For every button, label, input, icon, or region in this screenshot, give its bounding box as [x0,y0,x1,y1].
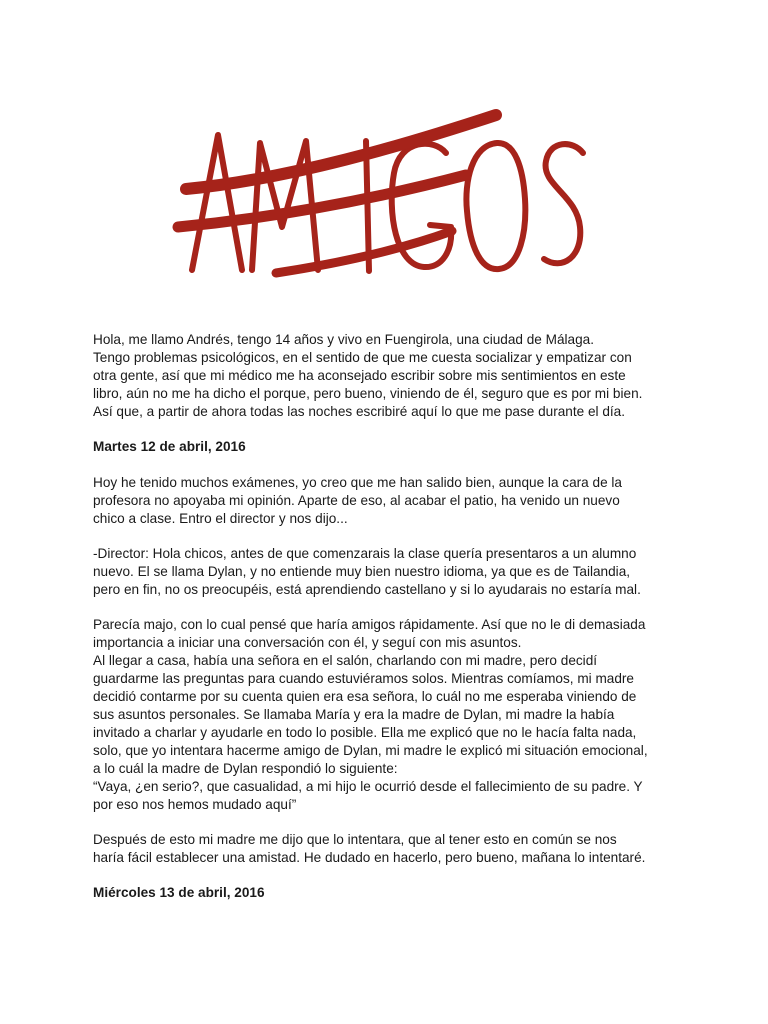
text-line: otra gente, así que mi médico me ha aconsejado escribir sobre mis sentimientos en este [93,368,626,383]
text-line: Así que, a partir de ahora todas las noches escribiré aquí lo que me pase durante el día. [93,404,625,419]
text-line: sus asuntos personales. Se llamaba María y era la madre de Dylan, mi madre la había [93,707,615,722]
text-line: Después de esto mi madre me dijo que lo intentara, que al tener esto en común se nos [93,832,617,847]
entry-paragraph [93,831,683,867]
text-line: profesora no apoyaba mi opinión. Aparte de eso, al acabar el patio, ha venido un nuevo [93,493,620,508]
text-line: solo, que yo intentara hacerme amigo de Dylan, mi madre le explicó mi situación emocional, [93,743,648,758]
text-line: Hola, me llamo Andrés, tengo 14 años y vivo en Fuengirola, una ciudad de Málaga. [93,332,595,347]
intro-paragraph [93,331,683,421]
text-line: libro, aún no me ha dicho el porque, pero bueno, viniendo de él, seguro que es por mi bien. [93,386,643,401]
text-line: Al llegar a casa, había una señora en el salón, charlando con mi madre, pero decidí [93,653,598,668]
entry-paragraph [93,474,683,528]
text-line: nuevo. El se llama Dylan, y no entiende muy bien nuestro idioma, ya que es de Tailandia, [93,564,631,579]
text-line: Tengo problemas psicológicos, en el sentido de que me cuesta socializar y empatizar con [93,350,632,365]
text-line: haría fácil establecer una amistad. He dudado en hacerlo, pero bueno, mañana lo intentaré. [93,850,646,865]
amigos-logo [170,95,600,290]
amigos-logo-art [170,95,600,290]
document-body [93,331,683,920]
text-line: pero en fin, no os preocupéis, está aprendiendo castellano y si lo ayudarais no estaría mal. [93,582,641,597]
text-line: por eso nos hemos mudado aquí” [93,797,297,812]
text-line: a lo cuál la madre de Dylan respondió lo siguiente: [93,761,398,776]
entry-date-heading: Miércoles 13 de abril, 2016 [93,885,265,900]
text-line: Parecía majo, con lo cual pensé que haría amigos rápidamente. Así que no le di demasiada [93,617,646,632]
entry-paragraph [93,616,683,814]
text-line: chico a clase. Entro el director y nos dijo... [93,511,348,526]
text-line: importancia a iniciar una conversación con él, y seguí con mis asuntos. [93,635,522,650]
entry-paragraph [93,545,683,599]
entry-date-heading: Martes 12 de abril, 2016 [93,439,246,454]
text-line: Hoy he tenido muchos exámenes, yo creo que me han salido bien, aunque la cara de la [93,475,622,490]
text-line: decidió contarme por su cuenta quien era esa señora, lo cuál no me esperaba viniendo de [93,689,637,704]
text-line: -Director: Hola chicos, antes de que comenzarais la clase quería presentaros a un alumno [93,546,637,561]
text-line: guardarme las preguntas para cuando estuviéramos solos. Mientras comíamos, mi madre [93,671,634,686]
text-line: invitado a charlar y ayudarle en todo lo posible. Ella me explicó que no le hacía falta nada, [93,725,637,740]
text-line: “Vaya, ¿en serio?, que casualidad, a mi hijo le ocurrió desde el fallecimiento de su padre. Y [93,779,643,794]
